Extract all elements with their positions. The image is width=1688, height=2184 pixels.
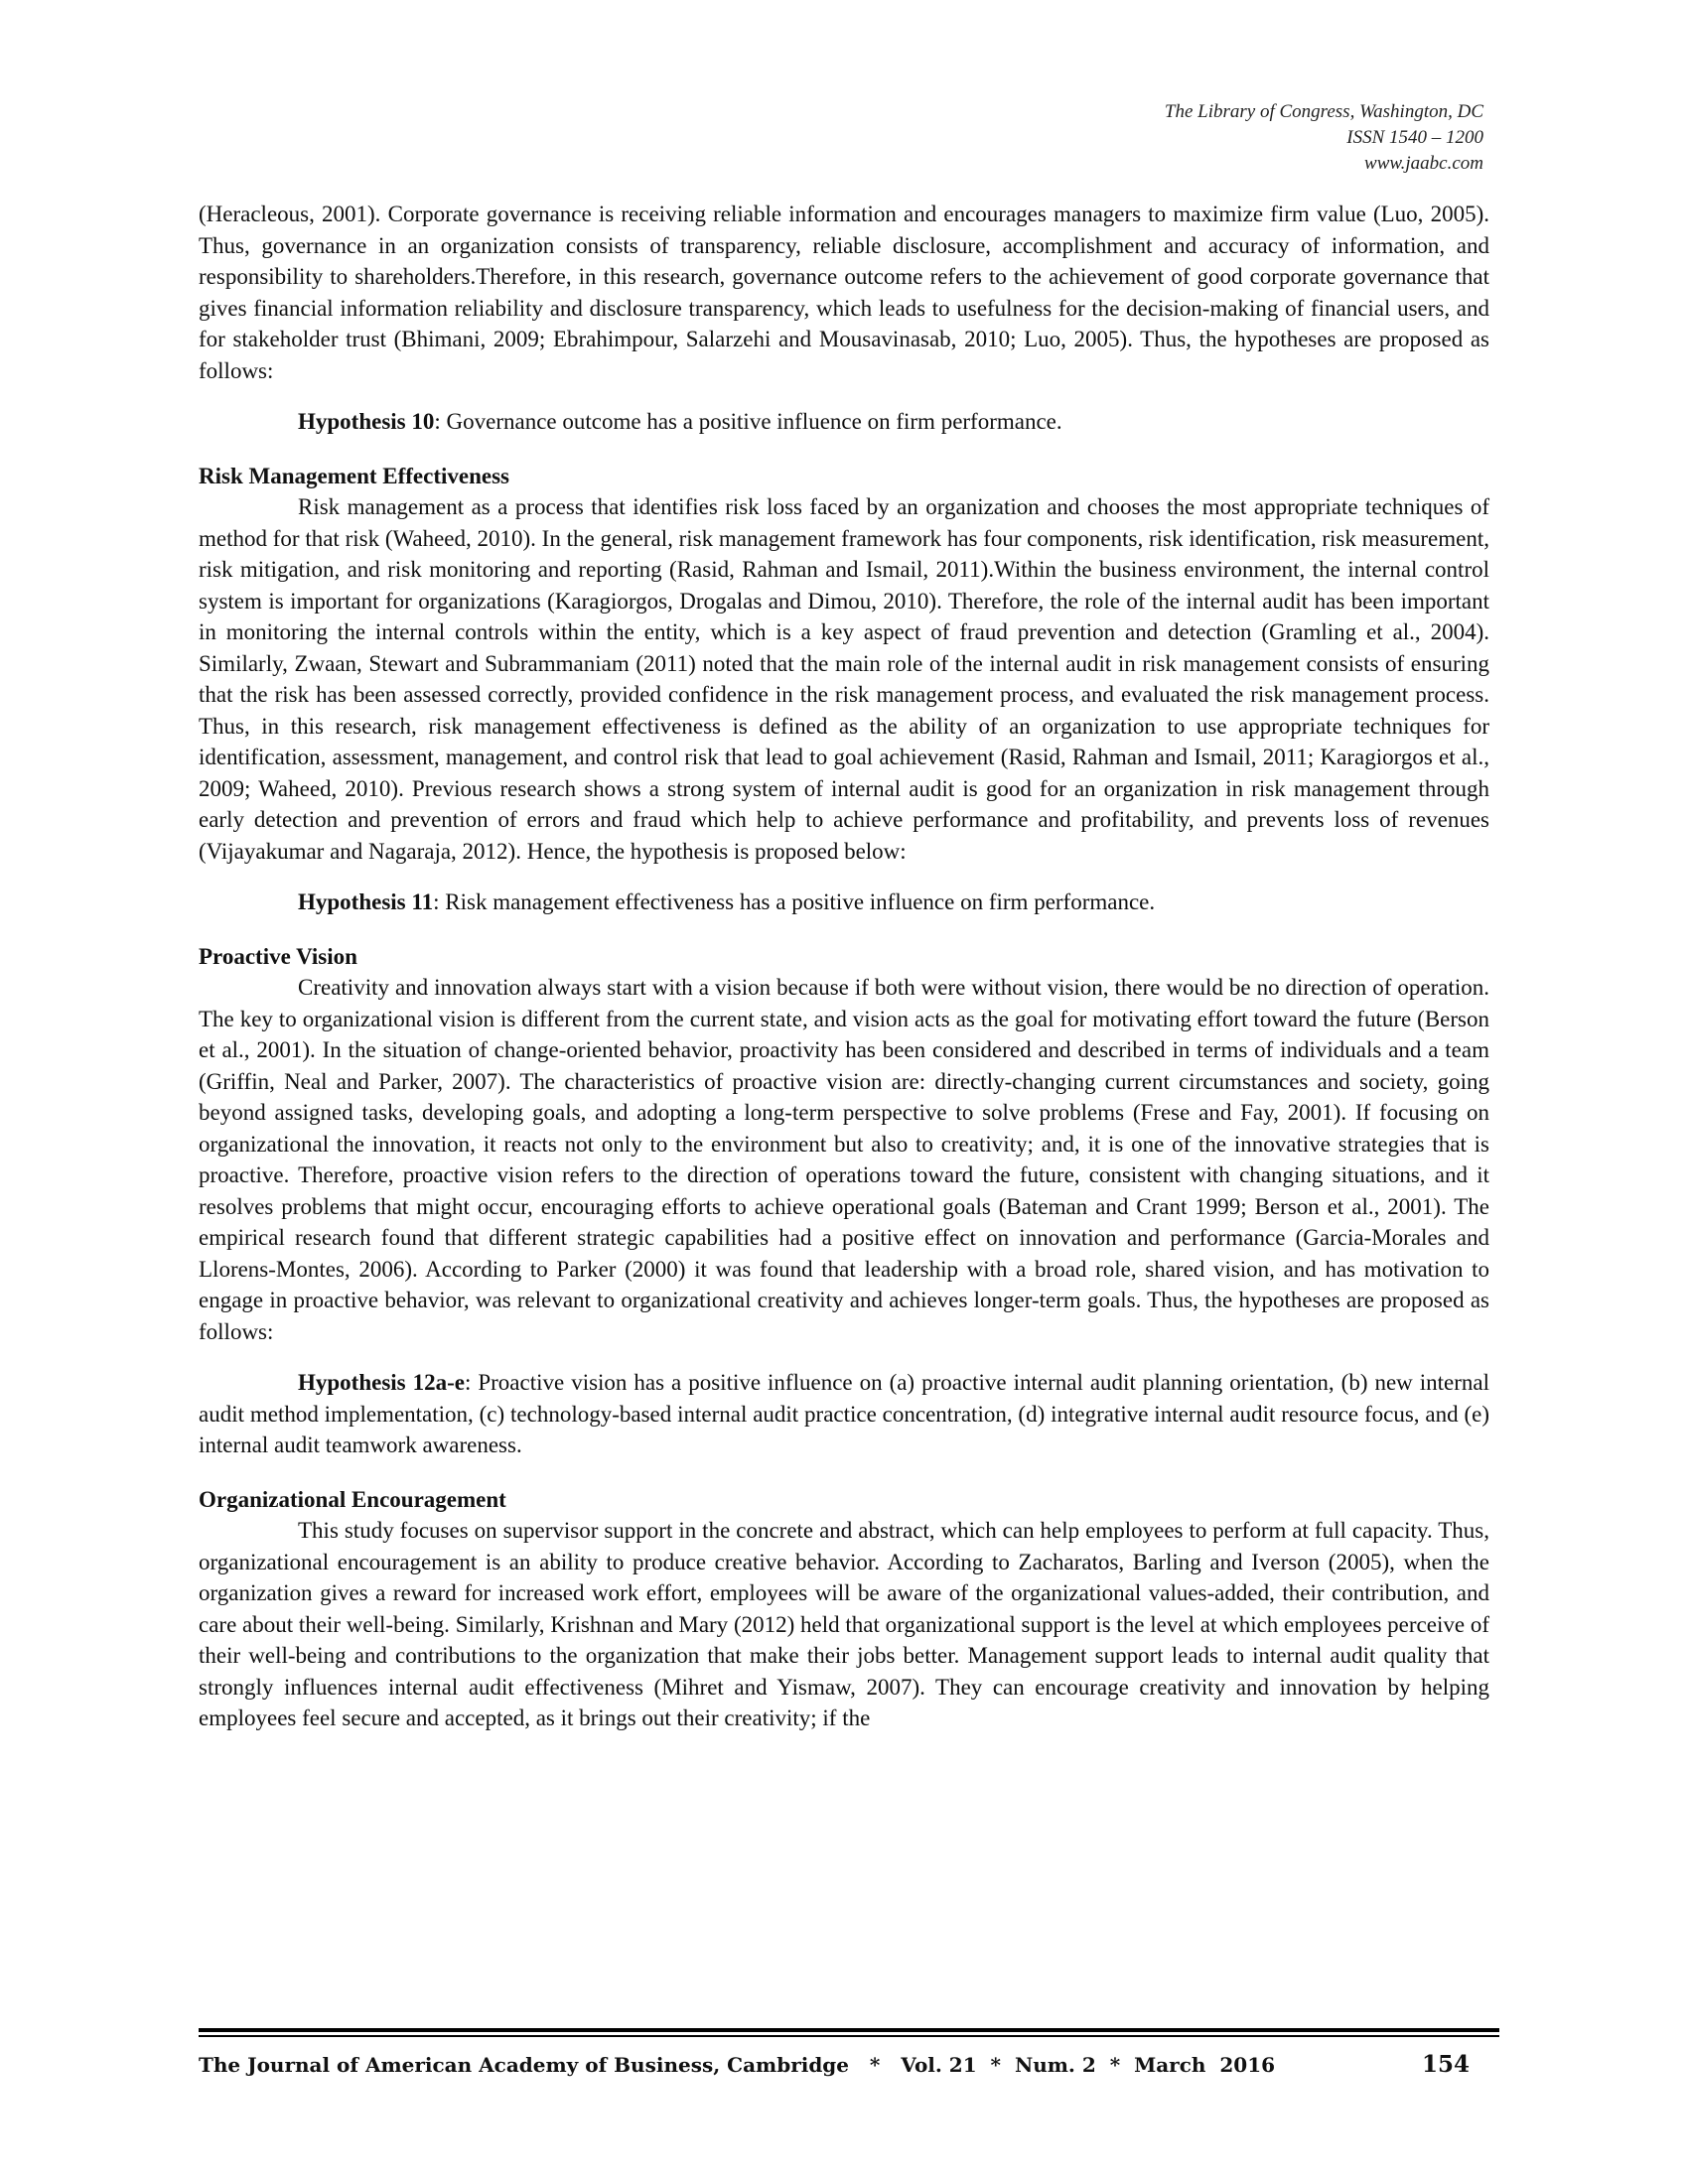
section-heading-organizational: Organizational Encouragement [199,1486,506,1512]
header-website: www.jaabc.com [1364,153,1483,174]
paragraph-vision: Creativity and innovation always start with a vision because if both were without vision, there would be no direction of operation. The key to organizational vision is different from the current state, and vision acts as the goal for motivating effort toward the future (Berson et al., 2001). In the situation of change-oriented behavior, proactivity has been considered and described in terms of individuals and a team (Griffin, Neal and Parker, 2007). The characteristics of proactive vision are: directly-changing current circumstances and society, going beyond assigned tasks, developing goals, and adopting a long-term perspective to solve problems (Frese and Fay, 2001). If focusing on organizational the innovation, it reacts not only to the environment but also to creativity; and, it is one of the innovative strategies that is proactive. Therefore, proactive vision refers to the direction of operations toward the future, consistent with changing situations, and it resolves problems that might occur, encouraging efforts to achieve operational goals (Bateman and Crant 1999; Berson et al., 2001). The empirical research found that different strategic capabilities had a positive effect on innovation and performance (Garcia-Morales and Llorens-Montes, 2006). According to Parker (2000) it was found that leadership with a broad role, shared vision, and has motivation to engage in proactive behavior, was relevant to organizational creativity and achieves longer-term goals. Thus, the hypotheses are proposed as follows: [199,975,1489,1344]
hypothesis-12-label: Hypothesis 12a-e [298,1370,465,1395]
hypothesis-11-label: Hypothesis 11 [298,889,434,914]
header-issn: ISSN 1540 – 1200 [1346,127,1483,148]
footer-journal: The Journal of American Academy of Business, Cambridge * Vol. 21 * Num. 2 * March 2016 [199,2053,1276,2077]
hypothesis-10-text: : Governance outcome has a positive influence on firm performance. [434,409,1062,434]
hypothesis-10 [199,406,1489,438]
page-number: 154 [1421,2051,1470,2078]
paragraph-risk: Risk management as a process that identifies risk loss faced by an organization and chooses the most appropriate techniques of method for that risk (Waheed, 2010). In the general, risk management framework has four components, risk identification, risk measurement, risk mitigation, and risk monitoring and reporting (Rasid, Rahman and Ismail, 2011).Within the business environment, the internal control system is important for organizations (Karagiorgos, Drogalas and Dimou, 2010). Therefore, the role of the internal audit has been important in monitoring the internal controls within the entity, which is a key aspect of fraud prevention and detection (Gramling et al., 2004). Similarly, Zwaan, Stewart and Subrammaniam (2011) noted that the main role of the internal audit in risk management consists of ensuring that the risk has been assessed correctly, provided confidence in the risk management process, and evaluated the risk management process. Thus, in this research, risk management effectiveness is defined as the ability of an organization to use appropriate techniques for identification, assessment, management, and control risk that lead to goal achievement (Rasid, Rahman and Ismail, 2011; Karagiorgos et al., 2009; Waheed, 2010). Previous research shows a strong system of internal audit is good for an organization in risk management through early detection and prevention of errors and fraud which help to achieve performance and profitability, and prevents loss of revenues (Vijayakumar and Nagaraja, 2012). Hence, the hypothesis is proposed below: [199,494,1489,864]
footer-rule-thin [199,2035,1499,2037]
paragraph-governance: (Heracleous, 2001). Corporate governance is receiving reliable information and encourages managers to maximize firm value (Luo, 2005). Thus, governance in an organization consists of transparency, reliable disclosure, accomplishment and accuracy of information, and responsibility to shareholders.Therefore, in this research, governance outcome refers to the achievement of good corporate governance that gives financial information reliability and disclosure transparency, which leads to usefulness for the decision-making of financial users, and for stakeholder trust (Bhimani, 2009; Ebrahimpour, Salarzehi and Mousavinasab, 2010; Luo, 2005). Thus, the hypotheses are proposed as follows: [199,202,1489,383]
section-heading-vision: Proactive Vision [199,943,357,969]
paragraph-organizational: This study focuses on supervisor support in the concrete and abstract, which can help employees to perform at full capacity. Thus, organizational encouragement is an ability to produce creative behavior. According to Zacharatos, Barling and Iverson (2005), when the organization gives a reward for increased work effort, employees will be aware of the organizational values-added, their contribution, and care about their well-being. Similarly, Krishnan and Mary (2012) held that organizational support is the level at which employees perceive of their well-being and contributions to the organization that make their jobs better. Management support leads to internal audit quality that strongly influences internal audit effectiveness (Mihret and Yismaw, 2007). They can encourage creativity and innovation by helping employees feel secure and accepted, as it brings out their creativity; if the [199,1518,1489,1730]
section-heading-risk: Risk Management Effectiveness [199,463,510,488]
header-library: The Library of Congress, Washington, DC [1164,101,1483,122]
page-body [199,199,1489,1734]
running-header [1165,99,1483,177]
footer-rule-thick [199,2028,1499,2032]
hypothesis-12-text: : Proactive vision has a positive influence on (a) proactive internal audit planning orientation, (b) new internal audit method implementation, (c) technology-based internal audit practice concentration, (d) integrative internal audit resource focus, and (e) internal audit teamwork awareness. [199,1370,1490,1457]
running-footer [199,2051,1470,2078]
hypothesis-11-text: : Risk management effectiveness has a positive influence on firm performance. [433,889,1156,914]
hypothesis-10-label: Hypothesis 10 [298,409,435,434]
hypothesis-11 [199,887,1489,918]
hypothesis-12 [199,1367,1489,1461]
